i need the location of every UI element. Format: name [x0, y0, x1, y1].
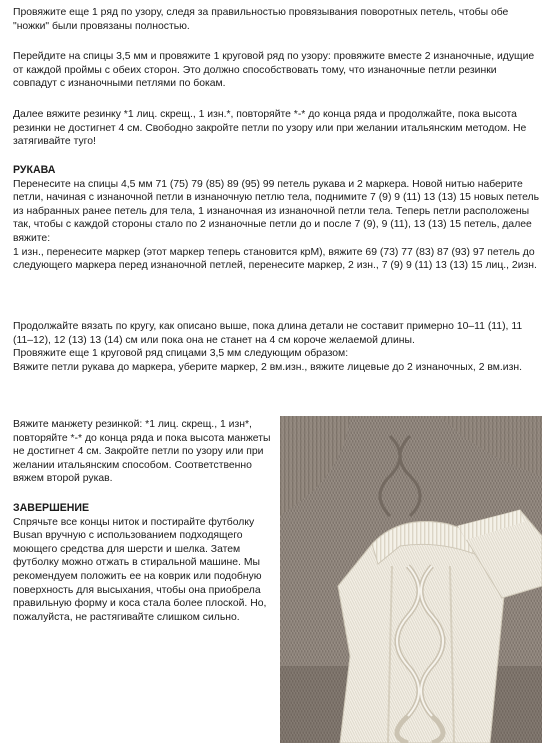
- paragraph-rib: Далее вяжите резинку *1 лиц. скрещ., 1 изн.*, повторяйте *-* до конца ряда и продолжайте, пока высота резинки не достигнет 4 см. Свободно закройте петли по узору или при желании итальянским методом. Не затягивайте туго!: [13, 109, 527, 148]
- paragraph-decrease-instructions: Вяжите петли рукава до маркера, уберите маркер, 2 вм.изн., вяжите лицевые до 2 изнаночных, 2 вм.изн.: [13, 361, 522, 373]
- finishing-heading: ЗАВЕРШЕНИЕ: [13, 502, 90, 514]
- finishing-paragraph: Спрячьте все концы ниток и постирайте футболку Busan вручную с использованием подходящего моющего средства для шерсти и шелка. Затем футболку можно отжать в стиральной машине. Мы рекомендуем положить ее на коврик или подобную поверхность для высыхания, чтобы она приобрела правильную форму и коса стала более плоской. Но, пожалуйста, не растягивайте слишком сильно.: [13, 516, 267, 623]
- sleeves-paragraph-pickup: Перенесите на спицы 4,5 мм 71 (75) 79 (85) 89 (95) 99 петель рукава и 2 маркера. Новой нитью наберите петли, начиная с изнаночной петли в изнаночную петлю тела, поднимите 7 (9) 9 (11) 13 (13) 15 новых петель из набранных ранее петель для тела, 1 изнаночная из изнаночной петли тела. Теперь петли расположены так, чтобы с каждой стороны стало по 2 изнаночные петли до и после 7 (9), 9 (11), 13 (13) 15 петель, далее вяжите:: [13, 178, 540, 244]
- knit-garment-photo: [280, 416, 542, 743]
- paragraph-decrease-round: Провяжите еще 1 круговой ряд спицами 3,5 мм следующим образом:: [13, 348, 349, 360]
- paragraph-cuff: Вяжите манжету резинкой: *1 лиц. скрещ., 1 изн*, повторяйте *-* до конца ряда и пока высота манжеты не достигнет 4 см. Закройте петли по узору или при желании итальянским способом. Соответственно вяжем второй рукав.: [13, 419, 271, 485]
- sleeves-paragraph-markers: 1 изн., перенесите маркер (этот маркер теперь становится крМ), вяжите 69 (73) 77 (83) 87 (93) 97 петель до следующего маркера перед изнаночной петлей, перенесите маркер, 2 изн., 7 (9) 9 (11) 13 (13) 15 лиц., 2изн.: [13, 246, 537, 272]
- sleeves-heading: РУКАВА: [13, 164, 56, 176]
- section-finishing: [13, 502, 275, 624]
- section-sleeves: [13, 164, 543, 273]
- paragraph-continue: Продолжайте вязать по кругу, как описано выше, пока длина детали не составит примерно 10–11 (11), 11 (11–12), 12 (13) 13 (14) см или пока она не станет на 4 см короче желаемой длины. Провяжите еще 1 круговой ряд спицами 3,5 мм следующим образом: Вяжите петли рукава до маркера, уберите маркер, 2 вм.изн., вяжите лицевые до 2 изнаночных, 2 вм.изн.: [13, 320, 543, 374]
- paragraph-turning-stitches: Провяжите еще 1 ряд по узору, следя за правильностью провязывания поворотных петель, чтобы обе "ножки" были провязаны полностью.: [13, 7, 509, 32]
- paragraph-needle-change: Перейдите на спицы 3,5 мм и провяжите 1 круговой ряд по узору: провяжите вместе 2 изнаночные, идущие от каждой проймы с обеих сторон. Это должно способствовать тому, что изнаночные петли резинки совпадут с изнаночными петлями по бокам.: [13, 51, 535, 90]
